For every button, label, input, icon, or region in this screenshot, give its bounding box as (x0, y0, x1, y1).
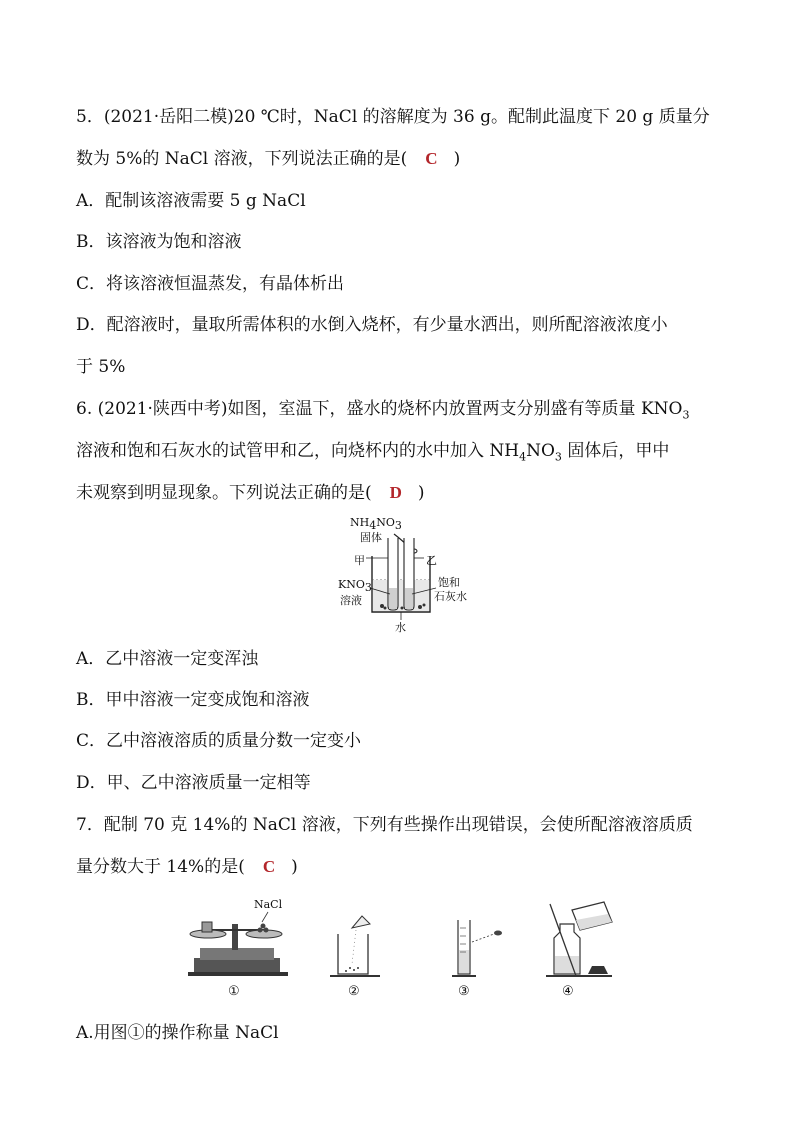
q7-stem-line1: 7．配制 70 克 14%的 NaCl 溶液，下列有些操作出现错误，会使所配溶液溶质质 (76, 815, 693, 835)
q5-option-c: C．将该溶液恒温蒸发，有晶体析出 (76, 274, 345, 294)
fig-caption-3: ③ (458, 984, 470, 999)
q5-option-b: B．该溶液为饱和溶液 (76, 232, 242, 252)
q6-beaker-figure (330, 512, 470, 634)
q7-operations-figure (180, 894, 620, 1004)
q6-option-b: B．甲中溶液一定变成饱和溶液 (76, 690, 310, 710)
balance-icon (188, 912, 288, 976)
fig-solid-label-bottom: 固体 (360, 531, 382, 544)
beaker-pour-icon (330, 916, 380, 976)
q6-stem-line2: 溶液和饱和石灰水的试管甲和乙，向烧杯内的水中加入 $NH_4NO_3$ 固体后，甲中 (76, 441, 670, 464)
graduated-cylinder-icon (452, 920, 502, 976)
fig-right-label-bottom: 石灰水 (434, 590, 467, 603)
fig-tube-a-label: 甲 (354, 554, 365, 567)
fig-nacl-label: NaCl (254, 898, 283, 911)
q5-option-d-line1: D．配溶液时，量取所需体积的水倒入烧杯，有少量水洒出，则所配溶液浓度小 (76, 315, 668, 335)
q7-stem-line2: 量分数大于 14%的是( C ) (76, 857, 298, 877)
q6-answer: D (389, 483, 402, 502)
fig-tube-b-label: 乙 (426, 554, 437, 567)
q5-answer: C (425, 149, 438, 168)
q6-option-a: A．乙中溶液一定变浑浊 (76, 649, 259, 669)
fig-caption-2: ② (348, 984, 360, 999)
q5-stem-text: 数为 5%的 NaCl 溶液，下列说法正确的是( (76, 149, 408, 169)
fig-caption-1: ① (228, 984, 240, 999)
q5-option-a: A．配制该溶液需要 5 g NaCl (76, 191, 306, 211)
q6-stem-line3: 未观察到明显现象。下列说法正确的是( D ) (76, 483, 425, 503)
fig-left-label-bottom: 溶液 (340, 594, 362, 607)
q5-option-d-line2: 于 5% (76, 357, 126, 377)
bottle-pour-icon (546, 902, 612, 976)
q6-stem-line1: 6. (2021·陕西中考)如图，室温下，盛水的烧杯内放置两支分别盛有等质量 $KNO_3$ (76, 399, 690, 422)
fig-left-label-top: $KNO_3$ (338, 578, 372, 595)
q6-option-c: C．乙中溶液溶质的质量分数一定变小 (76, 731, 362, 751)
fig-caption-4: ④ (562, 984, 574, 999)
q6-option-d: D．甲、乙中溶液质量一定相等 (76, 773, 311, 793)
fig-water-label: 水 (395, 621, 406, 634)
operations-diagram (180, 894, 620, 1004)
q5-stem-close: ) (453, 149, 461, 169)
q5-stem-line2 (76, 148, 460, 170)
fig-solid-label-top: $NH_4NO_3$ (350, 516, 402, 533)
q7-answer: C (262, 857, 276, 876)
fig-right-label-top: 饱和 (438, 576, 460, 589)
q7-option-a: A.用图①的操作称量 NaCl (76, 1023, 279, 1043)
q5-stem-line1: 5．(2021·岳阳二模)20 ℃时，NaCl 的溶解度为 36 g。配制此温度下 20 g 质量分 (76, 107, 710, 127)
